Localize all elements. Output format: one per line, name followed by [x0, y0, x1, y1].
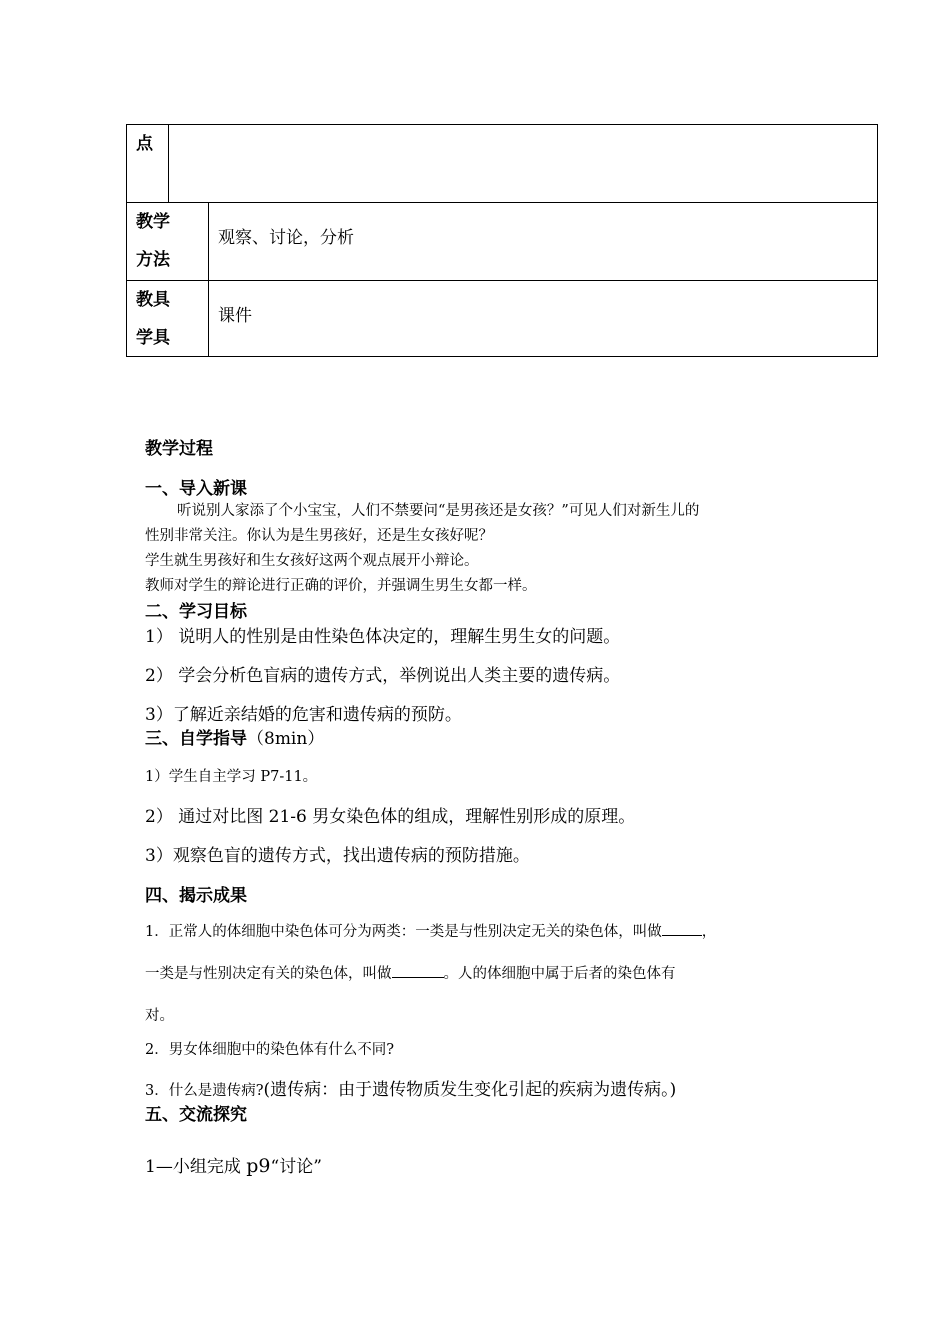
question-3-answer: (遗传病：由于遗传物质发生变化引起的疾病为遗传病。) [263, 1080, 677, 1100]
section1-paragraph-line1: 听说别人家添了个小宝宝，人们不禁要问“是男孩还是女孩？”可见人们对新生儿的 [177, 503, 700, 519]
section3-heading-line [145, 724, 324, 749]
section4-question-1-line1 [145, 920, 716, 941]
question-3-text: 3．什么是遗传病? [145, 1083, 264, 1099]
section5-heading: 五、交流探究 [145, 1105, 247, 1125]
section2-item-1: 1） 说明人的性别是由性染色体决定的，理解生男生女的问题。 [145, 627, 621, 647]
section1-paragraph-3: 教师对学生的辩论进行正确的评价，并强调生男生女都一样。 [145, 578, 537, 594]
fill-in-blank [662, 922, 702, 936]
question-1-text-2: 一类是与性别决定有关的染色体，叫做 [145, 966, 392, 982]
table-row-tools-label-line2: 学具 [136, 328, 170, 348]
question-1-text-3: 。人的体细胞中属于后者的染色体有 [443, 966, 676, 982]
table-divider [127, 280, 877, 281]
section4-question-1-line3: 对。 [145, 1008, 174, 1024]
table-row-tools-label-line1: 教具 [136, 290, 170, 310]
section4-question-1-line2 [145, 962, 676, 983]
section1-paragraph-2: 学生就生男孩好和生女孩好这两个观点展开小辩论。 [145, 553, 479, 569]
table-row-tools-content: 课件 [218, 306, 252, 326]
section3-item-1: 1）学生自主学习 P7-11。 [145, 769, 318, 785]
section1-paragraph-line2: 性别非常关注。你认为是生男孩好，还是生女孩好呢？ [145, 528, 493, 544]
section4-question-2: 2．男女体细胞中的染色体有什么不同? [145, 1042, 394, 1058]
table-divider [168, 125, 169, 202]
process-title: 教学过程 [145, 439, 213, 459]
section4-heading: 四、揭示成果 [145, 886, 247, 906]
section5-item-1-text: 1—小组完成 [145, 1157, 247, 1177]
section3-heading-duration: （8min） [247, 729, 325, 749]
section2-item-3: 3）了解近亲结婚的危害和遗传病的预防。 [145, 705, 462, 725]
table-row-method-content: 观察、讨论，分析 [218, 228, 354, 248]
question-1-comma: ， [701, 924, 717, 940]
section2-heading: 二、学习目标 [145, 602, 247, 622]
table-row-key-point-label: 点 [136, 134, 153, 154]
question-1-text: 1．正常人的体细胞中染色体可分为两类：一类是与性别决定无关的染色体，叫做 [145, 924, 662, 940]
lesson-info-table [126, 124, 878, 357]
table-row-method-label-line1: 教学 [136, 212, 170, 232]
section3-heading: 三、自学指导 [145, 729, 247, 749]
section5-item-1 [145, 1152, 322, 1177]
section5-item-1-page: p9 [246, 1155, 271, 1177]
table-divider [127, 202, 877, 203]
section5-item-1-quote: “讨论” [270, 1157, 322, 1177]
section4-question-3 [145, 1075, 676, 1100]
fill-in-blank [392, 964, 444, 978]
section2-item-2: 2） 学会分析色盲病的遗传方式，举例说出人类主要的遗传病。 [145, 666, 621, 686]
section3-item-3: 3）观察色盲的遗传方式，找出遗传病的预防措施。 [145, 846, 530, 866]
section3-item-2: 2） 通过对比图 21-6 男女染色体的组成，理解性别形成的原理。 [145, 807, 636, 827]
table-divider [208, 202, 209, 357]
table-row-method-label-line2: 方法 [136, 250, 170, 270]
section1-heading: 一、导入新课 [145, 479, 247, 499]
